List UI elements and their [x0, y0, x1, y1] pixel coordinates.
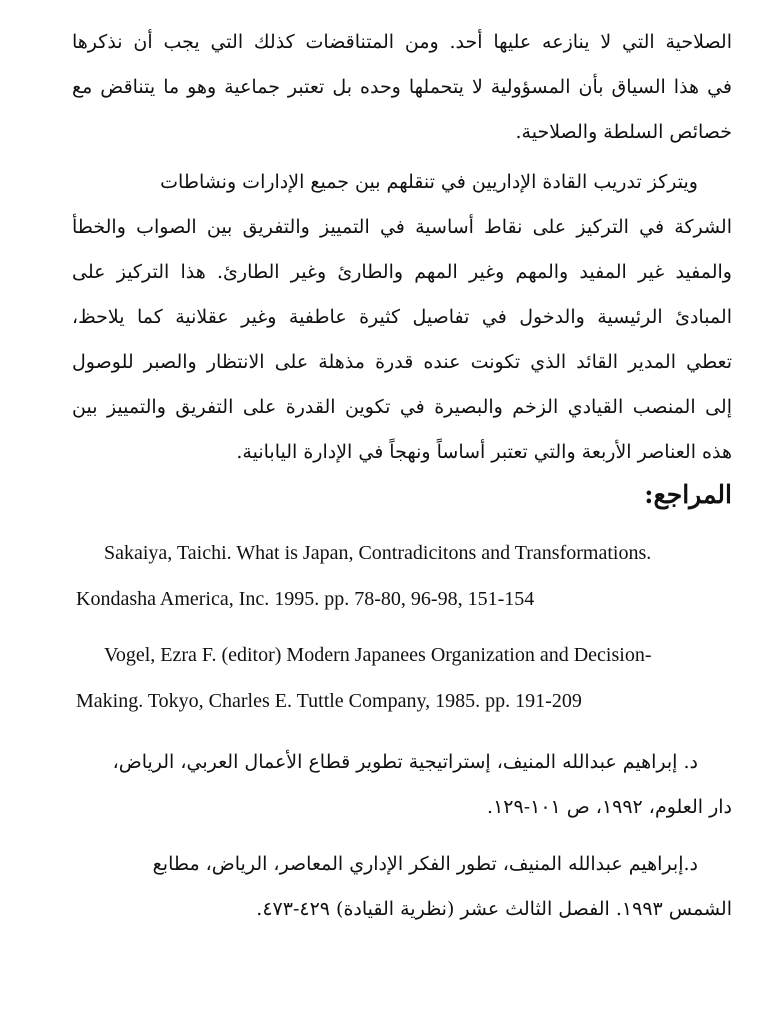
paragraph-1 — [72, 20, 732, 155]
paragraph-1-line-1: الصلاحية التي لا ينازعه عليها أحد. ومن المتناقضات كذلك التي يجب أن نذكرها — [72, 31, 732, 53]
reference-2 — [76, 632, 652, 724]
paragraph-2-line-3: والمفيد غير المفيد والمهم وغير المهم والطارئ وغير الطارئ. هذا التركيز على — [72, 261, 732, 283]
reference-2-line-2: Making. Tokyo, Charles E. Tuttle Company, 1985. pp. 191-209 — [76, 690, 582, 712]
paragraph-2-line-1: ويتركز تدريب القادة الإداريين في تنقلهم بين جميع الإدارات ونشاطات — [160, 171, 698, 193]
reference-4-line-1: د.إبراهيم عبدالله المنيف، تطور الفكر الإداري المعاصر، الرياض، مطابع — [152, 853, 698, 875]
paragraph-1-line-3: خصائص السلطة والصلاحية. — [515, 121, 732, 143]
paragraph-2-line-4: المبادئ الرئيسية والدخول في تفاصيل كثيرة عاطفية وغير عقلانية كما يلاحظ، — [72, 306, 732, 328]
paragraph-2 — [72, 160, 732, 475]
reference-2-line-1: Vogel, Ezra F. (editor) Modern Japanees Organization and Decision- — [104, 644, 652, 666]
paragraph-2-line-7: هذه العناصر الأربعة والتي تعتبر أساساً ونهجاً في الإدارة اليابانية. — [236, 441, 732, 463]
paragraph-2-line-6: إلى المنصب القيادي الزخم والبصيرة في تكوين القدرة على التفريق والتمييز بين — [72, 396, 732, 418]
paragraph-2-line-2: الشركة في التركيز على نقاط أساسية في التمييز والتفريق بين الصواب والخطأ — [72, 216, 732, 238]
reference-1-line-1: Sakaiya, Taichi. What is Japan, Contradicitons and Transformations. — [104, 542, 652, 564]
paragraph-2-line-5: تعطي المدير القائد الذي تكونت عنده قدرة مذهلة على الانتظار والصبر للوصول — [72, 351, 732, 373]
reference-1 — [76, 530, 652, 622]
paragraph-1-line-2: في هذا السياق بأن المسؤولية لا يتحملها وحده بل تعتبر جماعية وهو ما يتناقض مع — [72, 76, 732, 98]
reference-3-line-2: دار العلوم، ١٩٩٢، ص ١٠١-١٢٩. — [487, 796, 732, 818]
reference-1-line-2: Kondasha America, Inc. 1995. pp. 78-80, 96-98, 151-154 — [76, 588, 535, 610]
reference-4 — [72, 842, 732, 932]
reference-4-line-2: الشمس ١٩٩٣. الفصل الثالث عشر (نظرية القيادة) ٤٢٩-٤٧٣. — [256, 898, 732, 920]
references-heading: المراجع: — [644, 480, 732, 509]
reference-3-line-1: د. إبراهيم عبدالله المنيف، إستراتيجية تطوير قطاع الأعمال العربي، الرياض، — [112, 751, 698, 773]
reference-3 — [72, 740, 732, 830]
